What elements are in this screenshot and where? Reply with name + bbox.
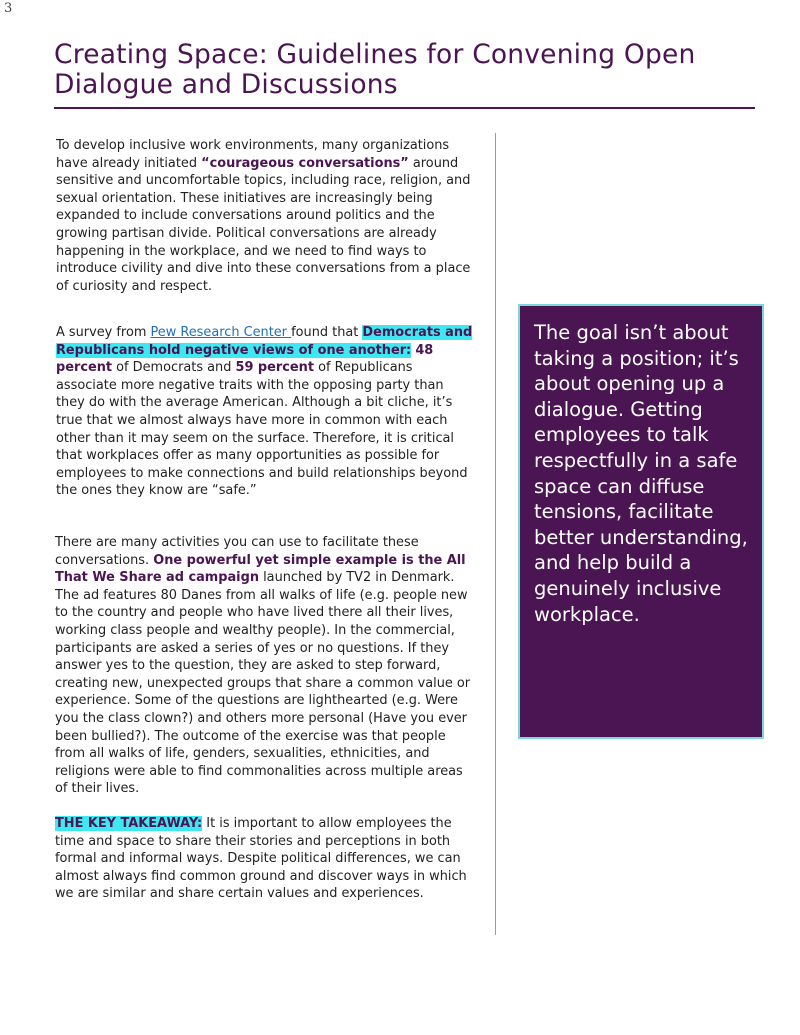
pew-research-link[interactable]: Pew Research Center [150, 325, 292, 340]
activities-paragraph [55, 534, 477, 798]
key-takeaway-paragraph [55, 815, 479, 903]
survey-text-1: A survey from [56, 325, 151, 340]
activities-text-2: launched by TV2 in Denmark. The ad features 80 Danes from all walks of life (e.g. people new to the country and people who have lived there all their lives, working class people and wealthy people). In the commercial, participants are asked a series of yes or no questions. If they answer yes to the question, they are asked to step forward, creating new, unexpected groups that share a common value or experience. Some of the questions are lighthearted (e.g. Were you the class clown?) and others more personal (Have you ever been bullied?). The outcome of the exercise was that people from all walks of life, genders, sexualities, ethnicities, and religions were able to find commonalities across multiple areas of their lives. [55, 570, 471, 797]
survey-text-2: found that [291, 325, 363, 340]
key-takeaway-text: It is important to allow employees the time and space to share their stories and perceptions in both formal and informal ways. Despite political differences, we can almost always find common ground and discover ways in which we are similar and share certain values and experiences. [55, 816, 467, 902]
ad-campaign-emphasis: One powerful yet simple example is the All That We Share ad campaign [55, 552, 466, 586]
courageous-conversations-emphasis: “courageous conversations” [201, 155, 409, 171]
intro-text-2: around sensitive and uncomfortable topics, including race, religion, and sexual orientation. These initiatives are increasingly being expanded to include conversations around politics and the growing partisan divide. Political conversations are already happening in the workplace, and we need to find ways to introduce civility and dive into these conversations from a place of curiosity and respect. [56, 155, 471, 294]
intro-paragraph [56, 137, 474, 295]
survey-text-5: of Republicans associate more negative traits with the opposing party than they do with the average American. Although a bit cliche, it’s true that we almost always have more in common with each other than it may seem on the surface. Therefore, it is critical that workplaces offer as many opportunities as possible for employees to make connections and build relationships beyond the ones they know are “safe.” [56, 360, 468, 499]
survey-text-4: of Democrats and [112, 360, 236, 376]
title-divider [54, 107, 755, 109]
republicans-percent: 59 percent [235, 360, 314, 376]
page-number: 3 [4, 1, 13, 16]
survey-paragraph [56, 324, 474, 500]
pull-quote-text: The goal isn’t about taking a position; it’s about opening up a dialogue. Getting employees to talk respectfully in a safe space can diffuse tensions, facilitate better understanding, and help build a genuinely inclusive workplace. [534, 321, 748, 626]
key-takeaway-label: THE KEY TAKEAWAY: [55, 816, 203, 831]
activities-text-1: There are many activities you can use to facilitate these conversations. [55, 535, 419, 568]
negative-views-highlight: Democrats and Republicans hold negative views of one another: [56, 325, 473, 358]
page-title: Creating Space: Guidelines for Convening Open Dialogue and Discussions [54, 39, 696, 100]
intro-text-1: To develop inclusive work environments, many organizations have already initiated [56, 138, 450, 171]
pull-quote-box [518, 304, 764, 739]
column-divider [495, 133, 496, 935]
democrats-percent: 48 percent [56, 342, 434, 376]
